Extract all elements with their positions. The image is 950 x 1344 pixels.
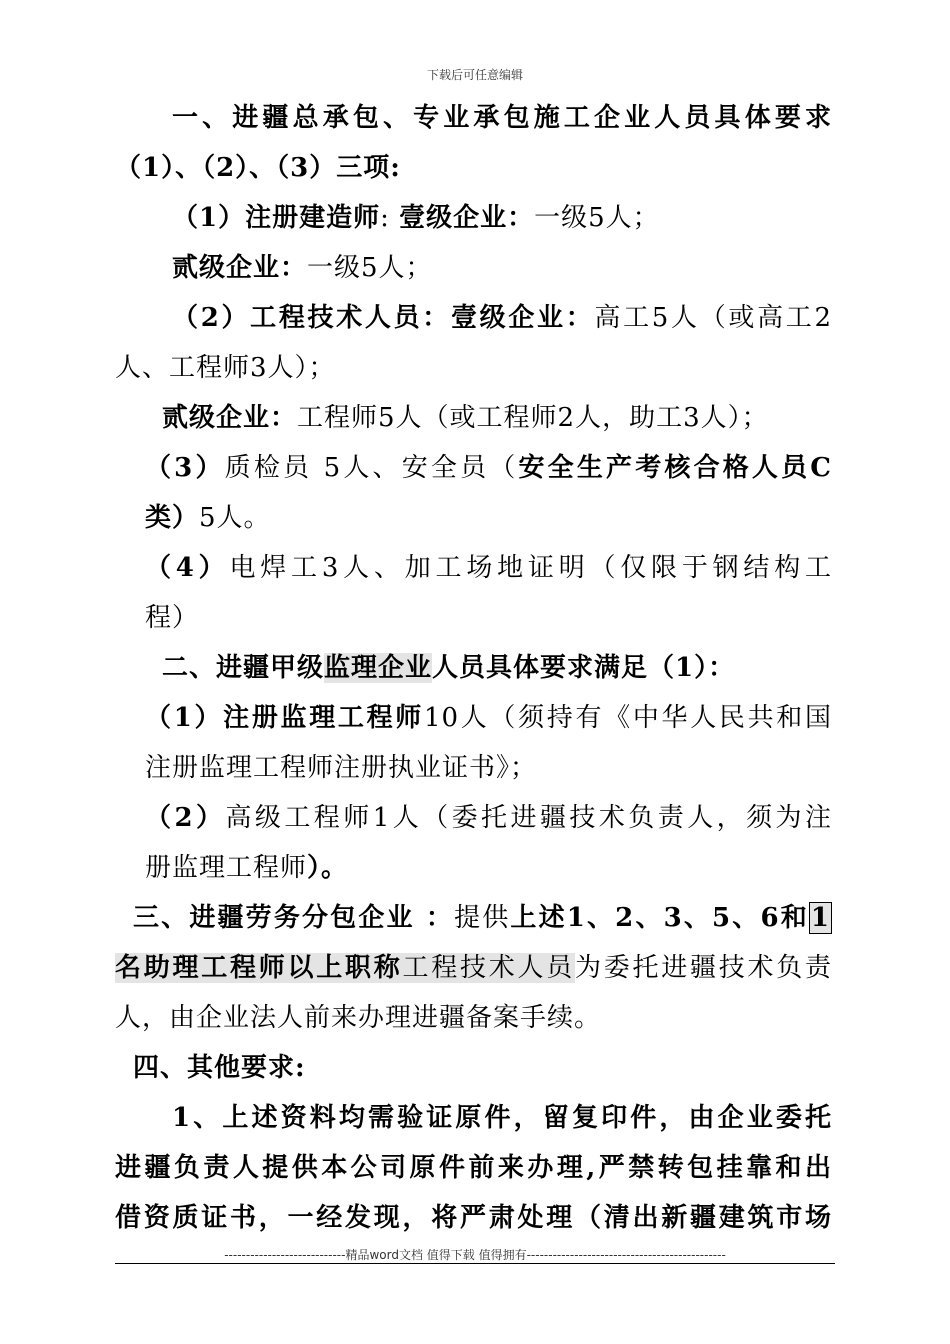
section-3-line-3: 人，由企业法人前来办理进疆备案手续。 [115, 1003, 602, 1033]
item-1-1-colon: : [380, 203, 400, 233]
item-1-2-grade-2 [162, 399, 769, 437]
item-1-4-number: （4） [145, 553, 230, 583]
section-4-heading: 四、其他要求: [133, 1053, 306, 1083]
section-3-items: 上述1、2、3、5、6和 [510, 903, 809, 933]
item-2-2-line-2 [145, 849, 348, 887]
item-1-3-line-1 [145, 449, 832, 487]
page-footer: ----------------------------精品word文档 值得下载 值得拥有---------------------------------------------- [224, 1248, 726, 1262]
page-header: 下载后可任意编辑 [426, 68, 523, 82]
footer-rule [115, 1263, 835, 1264]
section-2-heading-c: 人员具体要求满足（1）： [432, 653, 736, 683]
item-1-3-line-2 [145, 499, 271, 537]
item-2-2-end: ）。 [307, 853, 349, 883]
section-3-tech-staff: 工程技术人员 [402, 953, 575, 983]
section-3-provide: 提供 [454, 903, 511, 933]
section-3-title-requirement: 名助理工程师以上职称 [115, 953, 403, 983]
section-2-heading [162, 649, 735, 687]
item-4-1-line-1: 1、上述资料均需验证原件，留复印件，由企业委托 [172, 1103, 832, 1133]
item-1-3-bold-cont: 类） [145, 503, 200, 533]
section-2-heading-a: 二、进疆甲级 [162, 653, 325, 683]
item-1-4-line-1 [145, 549, 832, 587]
item-2-1-value: 10人（须持有《中华人民共和国 [423, 703, 832, 733]
item-2-2-line-1 [145, 799, 832, 837]
item-1-2-grade-2-value: 工程师5人（或工程师2人，助工3人）； [297, 403, 769, 433]
section-1-heading-line-1: 一、进疆总承包、专业承包施工企业人员具体要求 [172, 103, 832, 133]
item-2-2-text: 高级工程师1人（委托进疆技术负责人，须为注 [225, 803, 833, 833]
item-1-1 [172, 199, 660, 237]
item-1-2-value: 高工5人（或高工2 [594, 303, 832, 333]
section-2-heading-shaded: 监理企业 [324, 653, 433, 683]
section-3-line-1 [133, 899, 832, 937]
section-3-line-2 [115, 949, 832, 987]
item-1-3-text: 质检员 5人、安全员（ [224, 453, 519, 483]
item-1-4-line-2: 程） [145, 603, 200, 633]
item-2-1-line-1 [145, 699, 832, 737]
section-1-heading-line-2: （1）、（2）、（3）三项: [115, 153, 401, 183]
item-1-1-value: 一级5人； [534, 203, 660, 233]
item-1-1-category: 壹级企业： [399, 203, 535, 233]
item-2-1-label: （1）注册监理工程师 [145, 703, 424, 733]
item-4-1-line-3: 借资质证书，一经发现，将严肃处理（清出新疆建筑市场 [115, 1203, 832, 1233]
item-1-1-grade-2-value: 一级5人； [307, 253, 433, 283]
item-1-2-line-1 [172, 299, 832, 337]
item-1-2-label: （2）工程技术人员：壹级企业： [172, 303, 595, 333]
section-3-boxed-number: 1 [810, 903, 830, 933]
item-1-4-text: 电焊工3人、加工场地证明（仅限于钢结构工 [229, 553, 833, 583]
section-3-delegate: 为委托进疆技术负责 [574, 953, 832, 983]
item-1-3-end: 5人。 [199, 503, 271, 533]
item-1-3-bold-text: 安全生产考核合格人员C [518, 453, 832, 483]
item-1-3-number: （3） [145, 453, 225, 483]
item-1-1-grade-2-category: 贰级企业： [172, 253, 308, 283]
section-3-heading: 三、进疆劳务分包企业 ： [133, 903, 455, 933]
item-2-1-line-2: 注册监理工程师注册执业证书》； [145, 753, 538, 783]
item-4-1-line-2: 进疆负责人提供本公司原件前来办理,严禁转包挂靠和出 [115, 1153, 832, 1183]
item-1-1-grade-2 [172, 249, 433, 287]
item-1-2-line-2: 人、工程师3人）； [115, 353, 336, 383]
item-2-2-cont: 册监理工程师 [145, 853, 308, 883]
item-1-2-grade-2-category: 贰级企业： [162, 403, 298, 433]
item-1-1-label: （1）注册建造师 [172, 203, 381, 233]
item-2-2-number: （2） [145, 803, 226, 833]
